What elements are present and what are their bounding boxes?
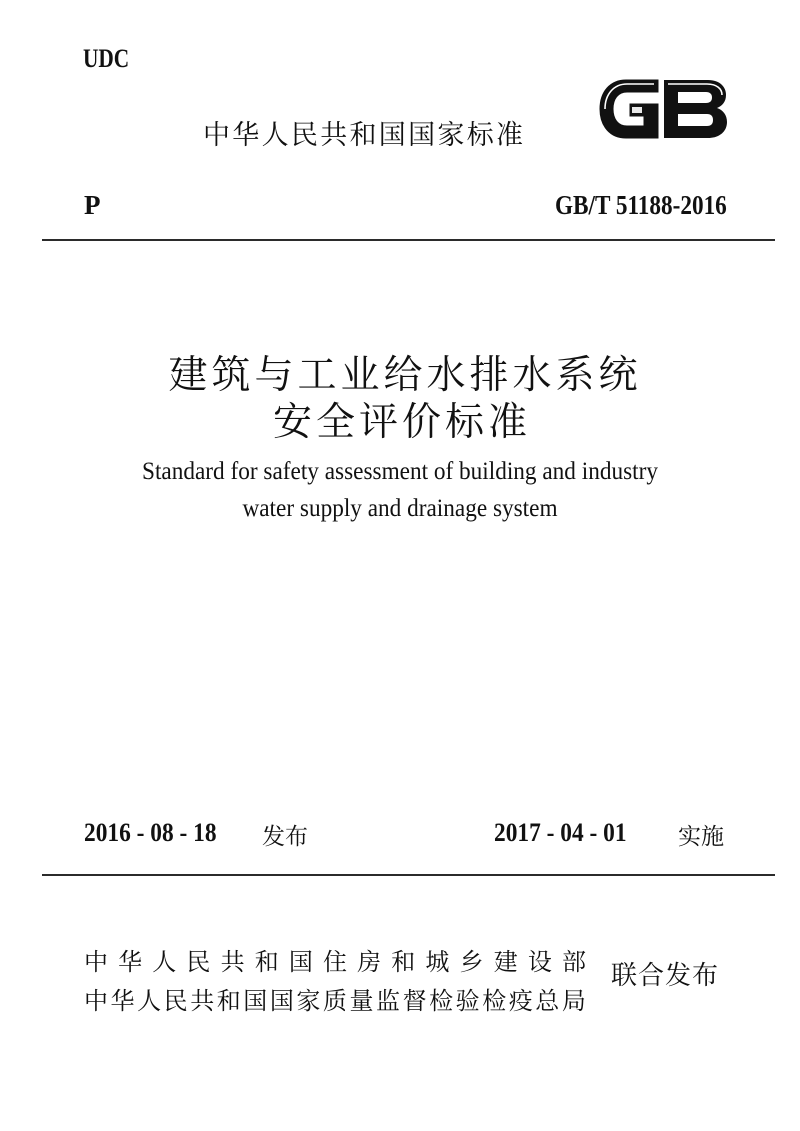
bottom-divider xyxy=(42,874,775,876)
publisher-aqsiq xyxy=(84,981,586,1016)
publisher-char: 国 xyxy=(243,987,268,1015)
title-english-line-1: Standard for safety assessment of building and industry xyxy=(142,458,658,485)
publisher-char: 民 xyxy=(163,987,188,1015)
publisher-char: 家 xyxy=(296,987,321,1015)
joint-release-label: 联合发布 xyxy=(611,961,720,991)
publisher-char: 质 xyxy=(322,987,347,1015)
publisher-char: 和 xyxy=(216,987,241,1015)
publisher-char: 和 xyxy=(391,948,416,976)
publisher-char: 华 xyxy=(110,987,135,1015)
udc-label: UDC xyxy=(83,44,130,73)
publisher-char: 人 xyxy=(152,948,177,976)
top-divider xyxy=(42,239,775,241)
publisher-char: 建 xyxy=(493,948,518,976)
effective-date: 2017 - 04 - 01 xyxy=(494,818,627,847)
publisher-char: 监 xyxy=(376,987,401,1015)
publisher-char: 城 xyxy=(425,948,450,976)
publisher-char: 乡 xyxy=(459,948,484,976)
publisher-char: 中 xyxy=(84,948,108,976)
publisher-char: 部 xyxy=(561,948,586,976)
effective-label: 实施 xyxy=(678,824,724,850)
publisher-char: 验 xyxy=(455,987,480,1015)
issue-date: 2016 - 08 - 18 xyxy=(84,818,217,847)
publisher-ministry-housing xyxy=(84,942,586,977)
publisher-char: 房 xyxy=(357,948,382,976)
gb-logo-icon xyxy=(596,76,730,142)
publisher-char: 国 xyxy=(288,948,313,976)
publisher-char: 量 xyxy=(349,987,374,1015)
title-chinese-line-1: 建筑与工业给水排水系统 xyxy=(168,353,642,398)
publisher-char: 检 xyxy=(482,987,507,1015)
publisher-char: 中 xyxy=(84,987,108,1015)
publisher-char: 总 xyxy=(535,987,560,1015)
publisher-char: 住 xyxy=(322,948,347,976)
publisher-char: 检 xyxy=(429,987,454,1015)
issue-label: 发布 xyxy=(262,824,308,850)
publisher-char: 疫 xyxy=(508,987,533,1015)
publisher-char: 共 xyxy=(190,987,215,1015)
publisher-char: 共 xyxy=(220,948,245,976)
title-chinese-line-2: 安全评价标准 xyxy=(272,400,531,445)
publisher-char: 民 xyxy=(186,948,211,976)
publisher-char: 督 xyxy=(402,987,427,1015)
publisher-char: 华 xyxy=(118,948,143,976)
standard-number: GB/T 51188-2016 xyxy=(555,190,727,220)
publisher-char: 局 xyxy=(561,987,586,1015)
publisher-char: 设 xyxy=(527,948,552,976)
national-standard-heading: 中华人民共和国国家标准 xyxy=(203,120,526,151)
publisher-char: 国 xyxy=(269,987,294,1015)
publisher-char: 人 xyxy=(137,987,162,1015)
classification-code: P xyxy=(84,190,101,220)
publisher-char: 和 xyxy=(254,948,279,976)
title-english-line-2: water supply and drainage system xyxy=(242,495,558,522)
